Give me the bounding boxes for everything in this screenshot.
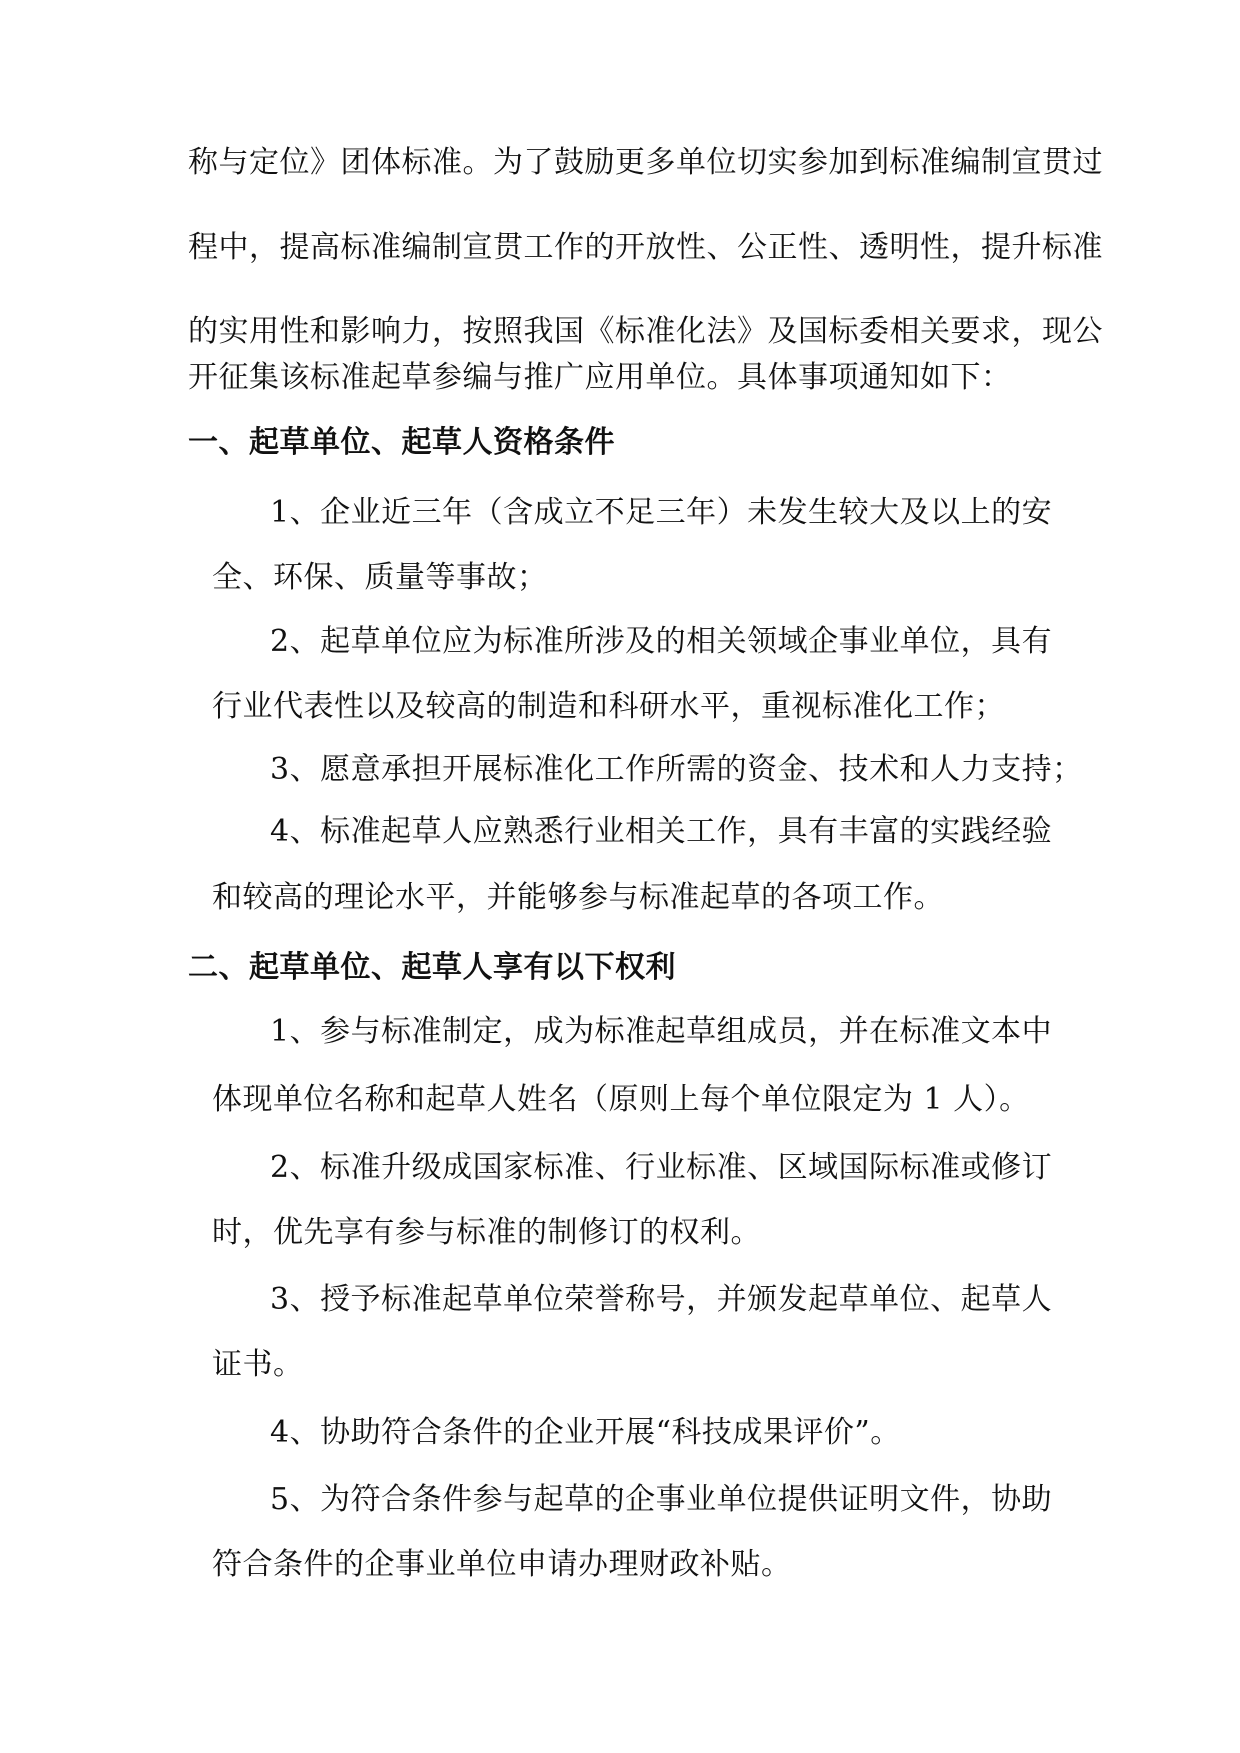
intro-line-1: 称与定位》团体标准。为了鼓励更多单位切实参加到标准编制宣贯过 xyxy=(188,145,1103,180)
section1-item1-line1: 1、企业近三年（含成立不足三年）未发生较大及以上的安 xyxy=(270,495,1053,530)
section2-item4-line1: 4、协助符合条件的企业开展“科技成果评价”。 xyxy=(270,1415,901,1450)
section2-item3-line2: 证书。 xyxy=(212,1347,304,1382)
section2-item5-line1: 5、为符合条件参与起草的企事业单位提供证明文件，协助 xyxy=(270,1482,1053,1517)
section2-heading: 二、起草单位、起草人享有以下权利 xyxy=(188,950,676,985)
intro-line-2: 程中，提高标准编制宣贯工作的开放性、公正性、透明性，提升标准 xyxy=(188,230,1103,265)
section2-item2-line2: 时，优先享有参与标准的制修订的权利。 xyxy=(212,1215,761,1250)
section2-item2-line1: 2、标准升级成国家标准、行业标准、区域国际标准或修订 xyxy=(270,1150,1053,1185)
section1-item4-line1: 4、标准起草人应熟悉行业相关工作，具有丰富的实践经验 xyxy=(270,814,1053,849)
section2-item1-line1: 1、参与标准制定，成为标准起草组成员，并在标准文本中 xyxy=(270,1014,1053,1049)
section1-item3-line1: 3、愿意承担开展标准化工作所需的资金、技术和人力支持； xyxy=(270,752,1083,787)
section2-item5-line2: 符合条件的企事业单位申请办理财政补贴。 xyxy=(212,1547,792,1582)
section1-item2-line1: 2、起草单位应为标准所涉及的相关领域企事业单位，具有 xyxy=(270,624,1053,659)
section2-item3-line1: 3、授予标准起草单位荣誉称号，并颁发起草单位、起草人 xyxy=(270,1282,1053,1317)
section1-item2-line2: 行业代表性以及较高的制造和科研水平，重视标准化工作； xyxy=(212,689,1005,724)
intro-line-3: 的实用性和影响力，按照我国《标准化法》及国标委相关要求，现公 xyxy=(188,314,1103,349)
intro-line-4: 开征集该标准起草参编与推广应用单位。具体事项通知如下： xyxy=(188,360,1012,395)
section1-item4-line2: 和较高的理论水平，并能够参与标准起草的各项工作。 xyxy=(212,880,944,915)
section1-heading: 一、起草单位、起草人资格条件 xyxy=(188,425,615,460)
section2-item1-line2: 体现单位名称和起草人姓名（原则上每个单位限定为 1 人）。 xyxy=(212,1082,1030,1117)
section1-item1-line2: 全、环保、质量等事故； xyxy=(212,560,548,595)
